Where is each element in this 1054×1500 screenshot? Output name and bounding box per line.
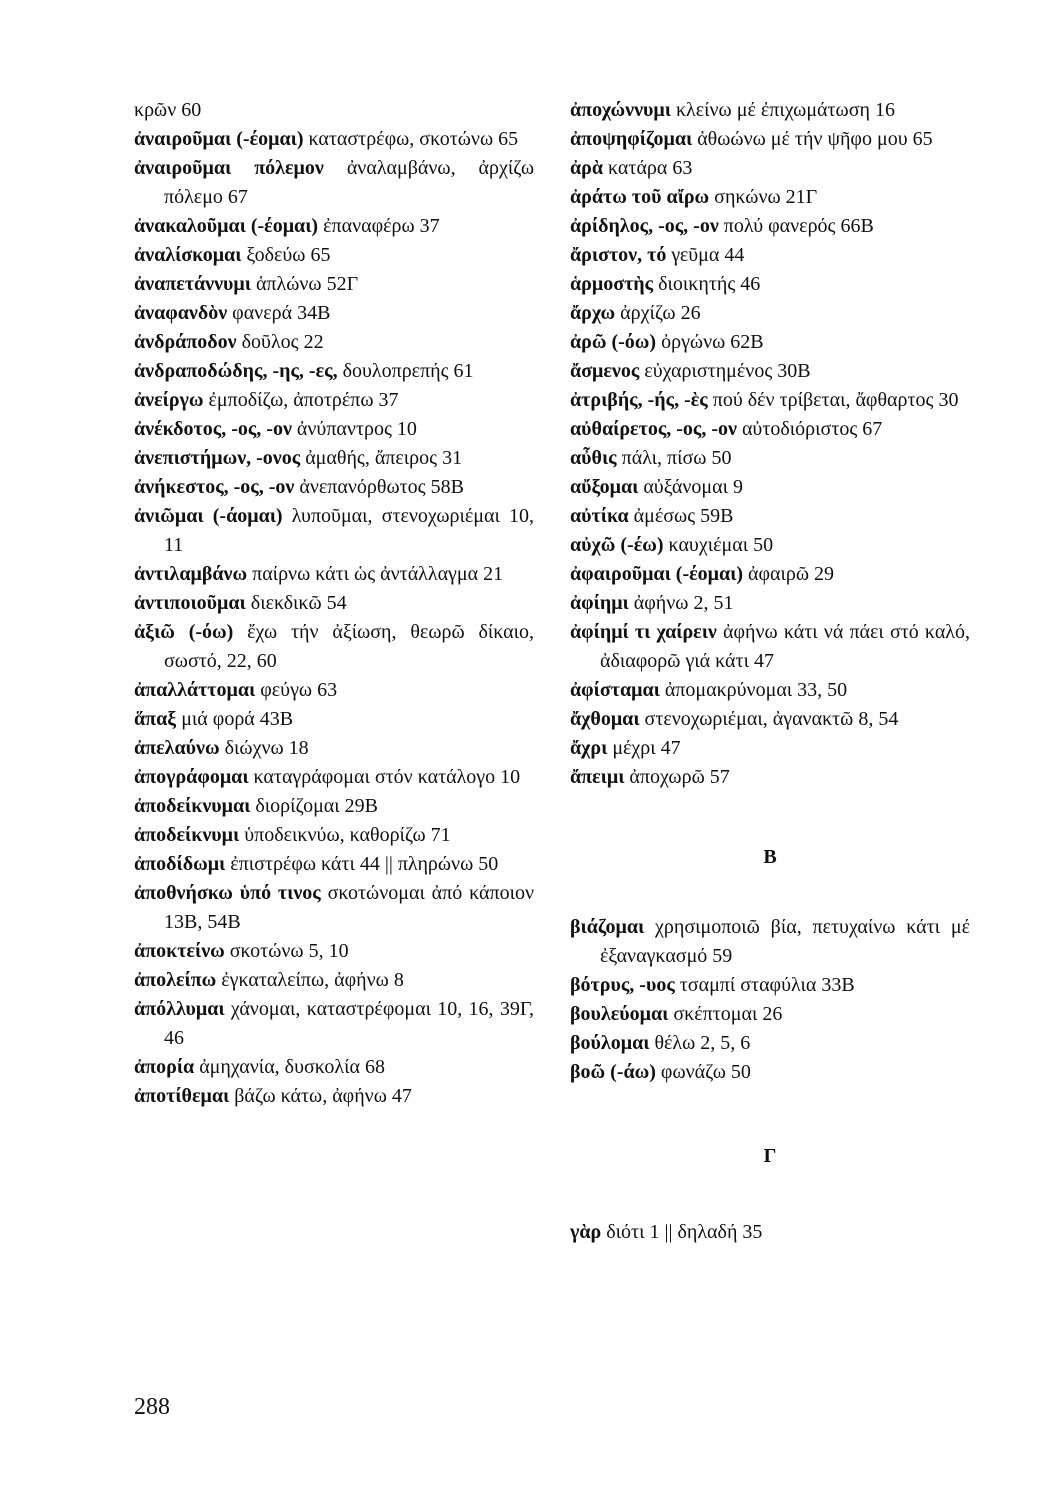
left-column [134, 96, 534, 1111]
section-heading-beta: Β [763, 846, 777, 868]
entry-headword: ἀποδίδωμι [134, 853, 226, 875]
glossary-entry [134, 792, 534, 821]
entry-definition: μιά φορά 43Β [181, 708, 294, 730]
entry-headword: ἀπελαύνω [134, 737, 220, 759]
entry-definition: ἀφήνω 2, 51 [633, 592, 734, 614]
entry-definition: κατάρα 63 [608, 157, 693, 179]
glossary-entry [134, 850, 534, 879]
entry-definition: χάνομαι, καταστρέφομαι 10, 16, 39Γ, 46 [164, 998, 535, 1049]
section-heading-gamma: Γ [763, 1145, 777, 1167]
glossary-entry [134, 995, 534, 1053]
glossary-entry [134, 502, 534, 560]
entry-definition: διότι 1 || δηλαδή 35 [606, 1221, 763, 1243]
entry-headword: ἀνακαλοῦμαι (-έομαι) [134, 215, 319, 237]
glossary-entry [570, 212, 970, 241]
entry-definition: ἐγκαταλείπω, ἀφήνω 8 [221, 969, 404, 991]
entry-definition: λυποῦμαι, στενοχωριέμαι 10, 11 [164, 505, 534, 556]
glossary-entry [134, 299, 534, 328]
entry-headword: βιάζομαι [570, 916, 645, 938]
entry-headword: ἀφίσταμαι [570, 679, 660, 701]
entry-headword: αὖθις [570, 447, 617, 469]
entry-headword: ἀποτίθεμαι [134, 1085, 230, 1107]
glossary-entry [570, 1000, 970, 1029]
entry-headword: ἄπειμι [570, 766, 625, 788]
glossary-entry [134, 676, 534, 705]
entry-definition: στενοχωριέμαι, ἀγανακτῶ 8, 54 [644, 708, 899, 730]
entry-definition: ἐπιστρέφω κάτι 44 || πληρώνω 50 [230, 853, 499, 875]
entry-definition: βάζω κάτω, ἀφήνω 47 [234, 1085, 412, 1107]
entry-definition: ὀργώνω 62Β [661, 331, 764, 353]
entry-definition: ἐμποδίζω, ἀποτρέπω 37 [208, 389, 399, 411]
entry-definition: κρῶν 60 [134, 99, 202, 121]
glossary-entry [570, 96, 970, 125]
entry-headword: ἄχθομαι [570, 708, 640, 730]
entry-definition: ἀμέσως 59Β [633, 505, 734, 527]
entry-definition: διοικητής 46 [658, 273, 761, 295]
entry-definition: θέλω 2, 5, 6 [654, 1032, 751, 1054]
entry-definition: φανερά 34Β [232, 302, 331, 324]
entry-headword: αὐχῶ (-έω) [570, 534, 664, 556]
right-column [570, 96, 970, 1247]
entry-definition: ἀμηχανία, δυσκολία 68 [199, 1056, 385, 1078]
glossary-entry [570, 502, 970, 531]
entry-headword: ἀπολείπω [134, 969, 217, 991]
entry-definition: ἀνεπανόρθωτος 58Β [299, 476, 464, 498]
entry-headword: ἀφίημί τι χαίρειν [570, 621, 717, 643]
glossary-entry [134, 473, 534, 502]
entry-definition: ἀπομακρύνομαι 33, 50 [664, 679, 848, 701]
glossary-entry [570, 589, 970, 618]
entry-headword: ἀνδραποδώδης, -ης, -ες, [134, 360, 338, 382]
entry-headword: ἀπαλλάττομαι [134, 679, 256, 701]
entries-gamma [570, 1218, 970, 1247]
entry-headword: αὐθαίρετος, -ος, -ον [570, 418, 737, 440]
entry-headword: ἀπογράφομαι [134, 766, 249, 788]
glossary-entry [134, 705, 534, 734]
glossary-entry [134, 444, 534, 473]
glossary-entry [570, 415, 970, 444]
entries-alpha-continued [570, 96, 970, 792]
glossary-entry [570, 270, 970, 299]
glossary-entry [134, 966, 534, 995]
entry-headword: βουλεύομαι [570, 1003, 669, 1025]
glossary-entry [570, 357, 970, 386]
glossary-entry [570, 531, 970, 560]
entry-headword: ἁρμοστὴς [570, 273, 654, 295]
glossary-entry [134, 212, 534, 241]
entry-headword: ἀπορία [134, 1056, 195, 1078]
glossary-entry [570, 971, 970, 1000]
entry-definition: δουλοπρεπής 61 [342, 360, 474, 382]
entry-headword: ἀρῶ (-όω) [570, 331, 657, 353]
entry-headword: ἀράτω τοῦ αἴρω [570, 186, 710, 208]
entry-headword: ἅπαξ [134, 708, 177, 730]
entry-definition: δοῦλος 22 [241, 331, 324, 353]
entry-definition: διώχνω 18 [224, 737, 309, 759]
entry-headword: ἀτριβής, -ής, -ὲς [570, 389, 708, 411]
glossary-entry [570, 705, 970, 734]
entry-headword: ἀποκτείνω [134, 940, 225, 962]
glossary-entry [570, 386, 970, 415]
entry-headword: αὔξομαι [570, 476, 639, 498]
glossary-entry [134, 357, 534, 386]
entry-definition: κλείνω μέ ἐπιχωμάτωση 16 [675, 99, 895, 121]
entry-headword: ἀναπετάννυμι [134, 273, 251, 295]
entry-definition: τσαμπί σταφύλια 33Β [679, 974, 855, 996]
entry-headword: ἄχρι [570, 737, 608, 759]
glossary-entry [134, 154, 534, 212]
entry-definition: διεκδικῶ 54 [250, 592, 347, 614]
entry-definition: ἀναλαμβάνω, ἀρχίζω πόλεμο 67 [164, 157, 534, 208]
glossary-entry [570, 913, 970, 971]
entry-headword: ἀποθνήσκω ὑπό τινος [134, 882, 321, 904]
glossary-entry [134, 1053, 534, 1082]
entries-beta [570, 913, 970, 1087]
glossary-entry [134, 937, 534, 966]
entry-definition: εὐχαριστημένος 30Β [644, 360, 811, 382]
glossary-entry [134, 879, 534, 937]
entry-headword: ἄριστον, τό [570, 244, 667, 266]
glossary-entry [134, 560, 534, 589]
entry-definition: πάλι, πίσω 50 [621, 447, 732, 469]
glossary-entry [134, 1082, 534, 1111]
entry-headword: ἀνδράποδον [134, 331, 237, 353]
entry-definition: ἀρχίζω 26 [620, 302, 701, 324]
entry-definition: φεύγω 63 [260, 679, 338, 701]
glossary-entry [134, 618, 534, 676]
glossary-entry [134, 386, 534, 415]
entry-headword: αὐτίκα [570, 505, 629, 527]
entry-headword: ἀποψηφίζομαι [570, 128, 693, 150]
entry-headword: ἀνεπιστήμων, -ονος [134, 447, 301, 469]
entry-definition: ἀποχωρῶ 57 [629, 766, 730, 788]
glossary-entry [570, 241, 970, 270]
entry-definition: καταγράφομαι στόν κατάλογο 10 [253, 766, 521, 788]
entry-headword: ἀνιῶμαι (-άομαι) [134, 505, 283, 527]
glossary-entry [134, 125, 534, 154]
entry-headword: ἀρίδηλος, -ος, -ον [570, 215, 719, 237]
entry-headword: ἀνέκδοτος, -ος, -ον [134, 418, 292, 440]
entry-definition: φωνάζω 50 [660, 1061, 751, 1083]
entry-definition: σκέπτομαι 26 [673, 1003, 783, 1025]
entry-headword: ἀντιποιοῦμαι [134, 592, 246, 614]
glossary-entry [570, 125, 970, 154]
entry-definition: σκοτώνομαι ἀπό κάποιον 13Β, 54Β [164, 882, 535, 933]
entry-definition: ἔχω τήν ἀξίωση, θεωρῶ δίκαιο, σωστό, 22, 60 [164, 621, 535, 672]
glossary-entry [570, 154, 970, 183]
entry-definition: πού δέν τρίβεται, ἄφθαρτος 30 [712, 389, 959, 411]
entry-headword: ἄσμενος [570, 360, 640, 382]
glossary-entry [570, 1058, 970, 1087]
entry-headword: ἀποχώννυμι [570, 99, 671, 121]
glossary-entry [134, 734, 534, 763]
glossary-entry [570, 328, 970, 357]
glossary-entry [134, 589, 534, 618]
entry-definition: ξοδεύω 65 [246, 244, 331, 266]
entry-definition: μέχρι 47 [612, 737, 681, 759]
page-number: 288 [134, 1394, 170, 1420]
entry-definition: διορίζομαι 29Β [255, 795, 379, 817]
entry-headword: ἀπόλλυμαι [134, 998, 225, 1020]
entry-headword: ἀναφανδὸν [134, 302, 228, 324]
glossary-entry [570, 676, 970, 705]
entry-headword: γὰρ [570, 1221, 602, 1243]
entry-definition: παίρνω κάτι ὡς ἀντάλλαγμα 21 [252, 563, 504, 585]
entry-headword: ἀποδείκνυμι [134, 824, 240, 846]
entry-headword: ἀναλίσκομαι [134, 244, 242, 266]
glossary-entry [134, 328, 534, 357]
glossary-entry [570, 299, 970, 328]
entry-headword: ἀφαιροῦμαι (-έομαι) [570, 563, 744, 585]
entry-definition: σηκώνω 21Γ [714, 186, 818, 208]
entry-definition: πολύ φανερός 66Β [723, 215, 874, 237]
glossary-entry [570, 444, 970, 473]
glossary-entry [134, 270, 534, 299]
entry-definition: ἁπλώνω 52Γ [255, 273, 359, 295]
entry-headword: ἀξιῶ (-όω) [134, 621, 234, 643]
entry-headword: ἀρὰ [570, 157, 604, 179]
entry-definition: ἀφαιρῶ 29 [748, 563, 835, 585]
entry-definition: ὑποδεικνύω, καθορίζω 71 [244, 824, 451, 846]
entry-definition: ἀφήνω κάτι νά πάει στό καλό, ἀδιαφορῶ γιά κάτι 47 [600, 621, 970, 672]
entry-definition: ἀμαθής, ἄπειρος 31 [305, 447, 463, 469]
entry-definition: σκοτώνω 5, 10 [229, 940, 349, 962]
glossary-entry [134, 763, 534, 792]
glossary-entry [570, 560, 970, 589]
entry-headword: ἀνείργω [134, 389, 204, 411]
entry-headword: βοῶ (-άω) [570, 1061, 656, 1083]
glossary-entry [134, 96, 534, 125]
glossary-entry [134, 241, 534, 270]
entry-definition: αὐτοδιόριστος 67 [741, 418, 883, 440]
glossary-entry [570, 1029, 970, 1058]
entry-definition: ἐπαναφέρω 37 [323, 215, 440, 237]
entry-headword: ἀνήκεστος, -ος, -ον [134, 476, 295, 498]
entry-definition: ἀθωώνω μέ τήν ψῆφο μου 65 [697, 128, 933, 150]
glossary-entry [134, 821, 534, 850]
glossary-entry [570, 473, 970, 502]
glossary-entry [570, 183, 970, 212]
glossary-entry [570, 618, 970, 676]
glossary-entry [134, 415, 534, 444]
entry-headword: βότρυς, -υος [570, 974, 675, 996]
glossary-entry [570, 734, 970, 763]
entry-headword: ἀντιλαμβάνω [134, 563, 248, 585]
entry-headword: ἀποδείκνυμαι [134, 795, 251, 817]
entry-headword: ἀφίημι [570, 592, 629, 614]
entry-headword: ἄρχω [570, 302, 616, 324]
entry-definition: καταστρέφω, σκοτώνω 65 [308, 128, 519, 150]
entry-definition: ἀνύπαντρος 10 [296, 418, 417, 440]
entry-definition: αὐξάνομαι 9 [643, 476, 743, 498]
entry-definition: γεῦμα 44 [671, 244, 745, 266]
entry-headword: ἀναιροῦμαι (-έομαι) [134, 128, 304, 150]
glossary-entry [570, 1218, 970, 1247]
entry-definition: χρησιμοποιῶ βία, πετυχαίνω κάτι μέ ἐξαναγκασμό 59 [600, 916, 970, 967]
entry-definition: καυχιέμαι 50 [668, 534, 774, 556]
entry-headword: ἀναιροῦμαι πόλεμον [134, 157, 324, 179]
entry-headword: βούλομαι [570, 1032, 650, 1054]
glossary-entry [570, 763, 970, 792]
